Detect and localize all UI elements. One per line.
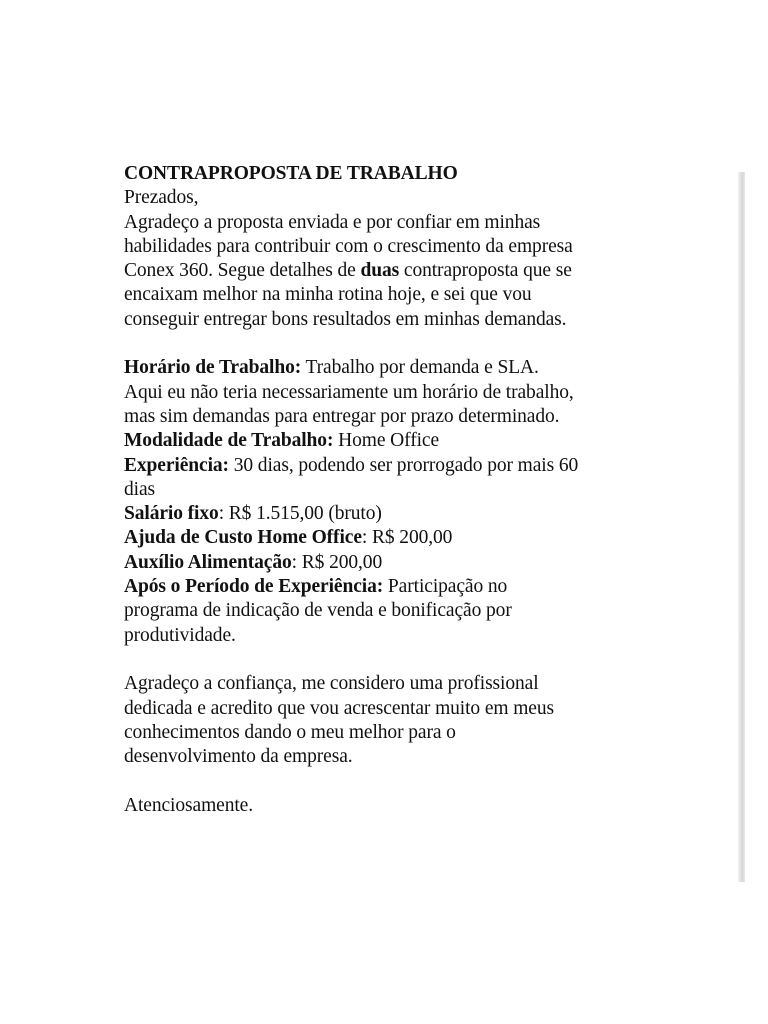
intro-line: Conex 360. Segue detalhes de duas contraproposta que se [124, 260, 572, 282]
paragraph-gap [124, 332, 724, 356]
term-value: Trabalho por demanda e SLA. [301, 357, 539, 379]
intro-line: conseguir entregar bons resultados em minhas demandas. [124, 308, 567, 330]
term-label: Modalidade de Trabalho: [124, 430, 334, 452]
term-label: Após o Período de Experiência: [124, 576, 384, 598]
emphasis-duas: duas [360, 260, 400, 282]
term-label: Salário fixo [124, 503, 219, 525]
term-line: dias [124, 478, 156, 500]
intro-line: Agradeço a proposta enviada e por confiar em minhas [124, 211, 541, 233]
closing-line: dedicada e acredito que vou acrescentar muito em meus [124, 697, 555, 719]
intro-line: encaixam melhor na minha rotina hoje, e sei que vou [124, 284, 532, 306]
paragraph-gap [124, 648, 724, 672]
letter-body [124, 162, 724, 818]
term-experiencia [124, 454, 724, 478]
term-label: Auxílio Alimentação [124, 551, 292, 573]
term-line: produtividade. [124, 624, 236, 646]
term-value: Participação no [383, 576, 508, 598]
term-value: 30 dias, podendo ser prorrogado por mais 60 [228, 454, 579, 476]
term-line: Aqui eu não teria necessariamente um horário de trabalho, [124, 381, 574, 403]
term-value: : R$ 200,00 [361, 527, 453, 549]
term-modalidade [124, 429, 724, 453]
term-line: programa de indicação de venda e bonificação por [124, 600, 512, 622]
closing-line: conhecimentos dando o meu melhor para o [124, 721, 456, 743]
term-ajuda [124, 526, 724, 550]
closing-line: desenvolvimento da empresa. [124, 746, 353, 768]
term-value: : R$ 200,00 [291, 551, 383, 573]
term-value: Home Office [333, 430, 440, 452]
term-salario [124, 502, 724, 526]
closing-line: Agradeço a confiança, me considero uma profissional [124, 673, 539, 695]
greeting: Prezados, [124, 187, 199, 209]
term-apos [124, 575, 724, 599]
term-value: : R$ 1.515,00 (bruto) [218, 503, 382, 525]
signoff: Atenciosamente. [124, 794, 253, 816]
intro-line: habilidades para contribuir com o crescimento da empresa [124, 235, 573, 257]
paragraph-gap [124, 769, 724, 793]
term-auxilio [124, 551, 724, 575]
term-label: Experiência: [124, 454, 229, 476]
scrollbar[interactable] [738, 172, 745, 882]
term-label: Ajuda de Custo Home Office [124, 527, 362, 549]
document-title: CONTRAPROPOSTA DE TRABALHO [124, 163, 458, 184]
term-label: Horário de Trabalho: [124, 357, 302, 379]
term-horario [124, 356, 724, 380]
term-line: mas sim demandas para entregar por prazo determinado. [124, 405, 560, 427]
